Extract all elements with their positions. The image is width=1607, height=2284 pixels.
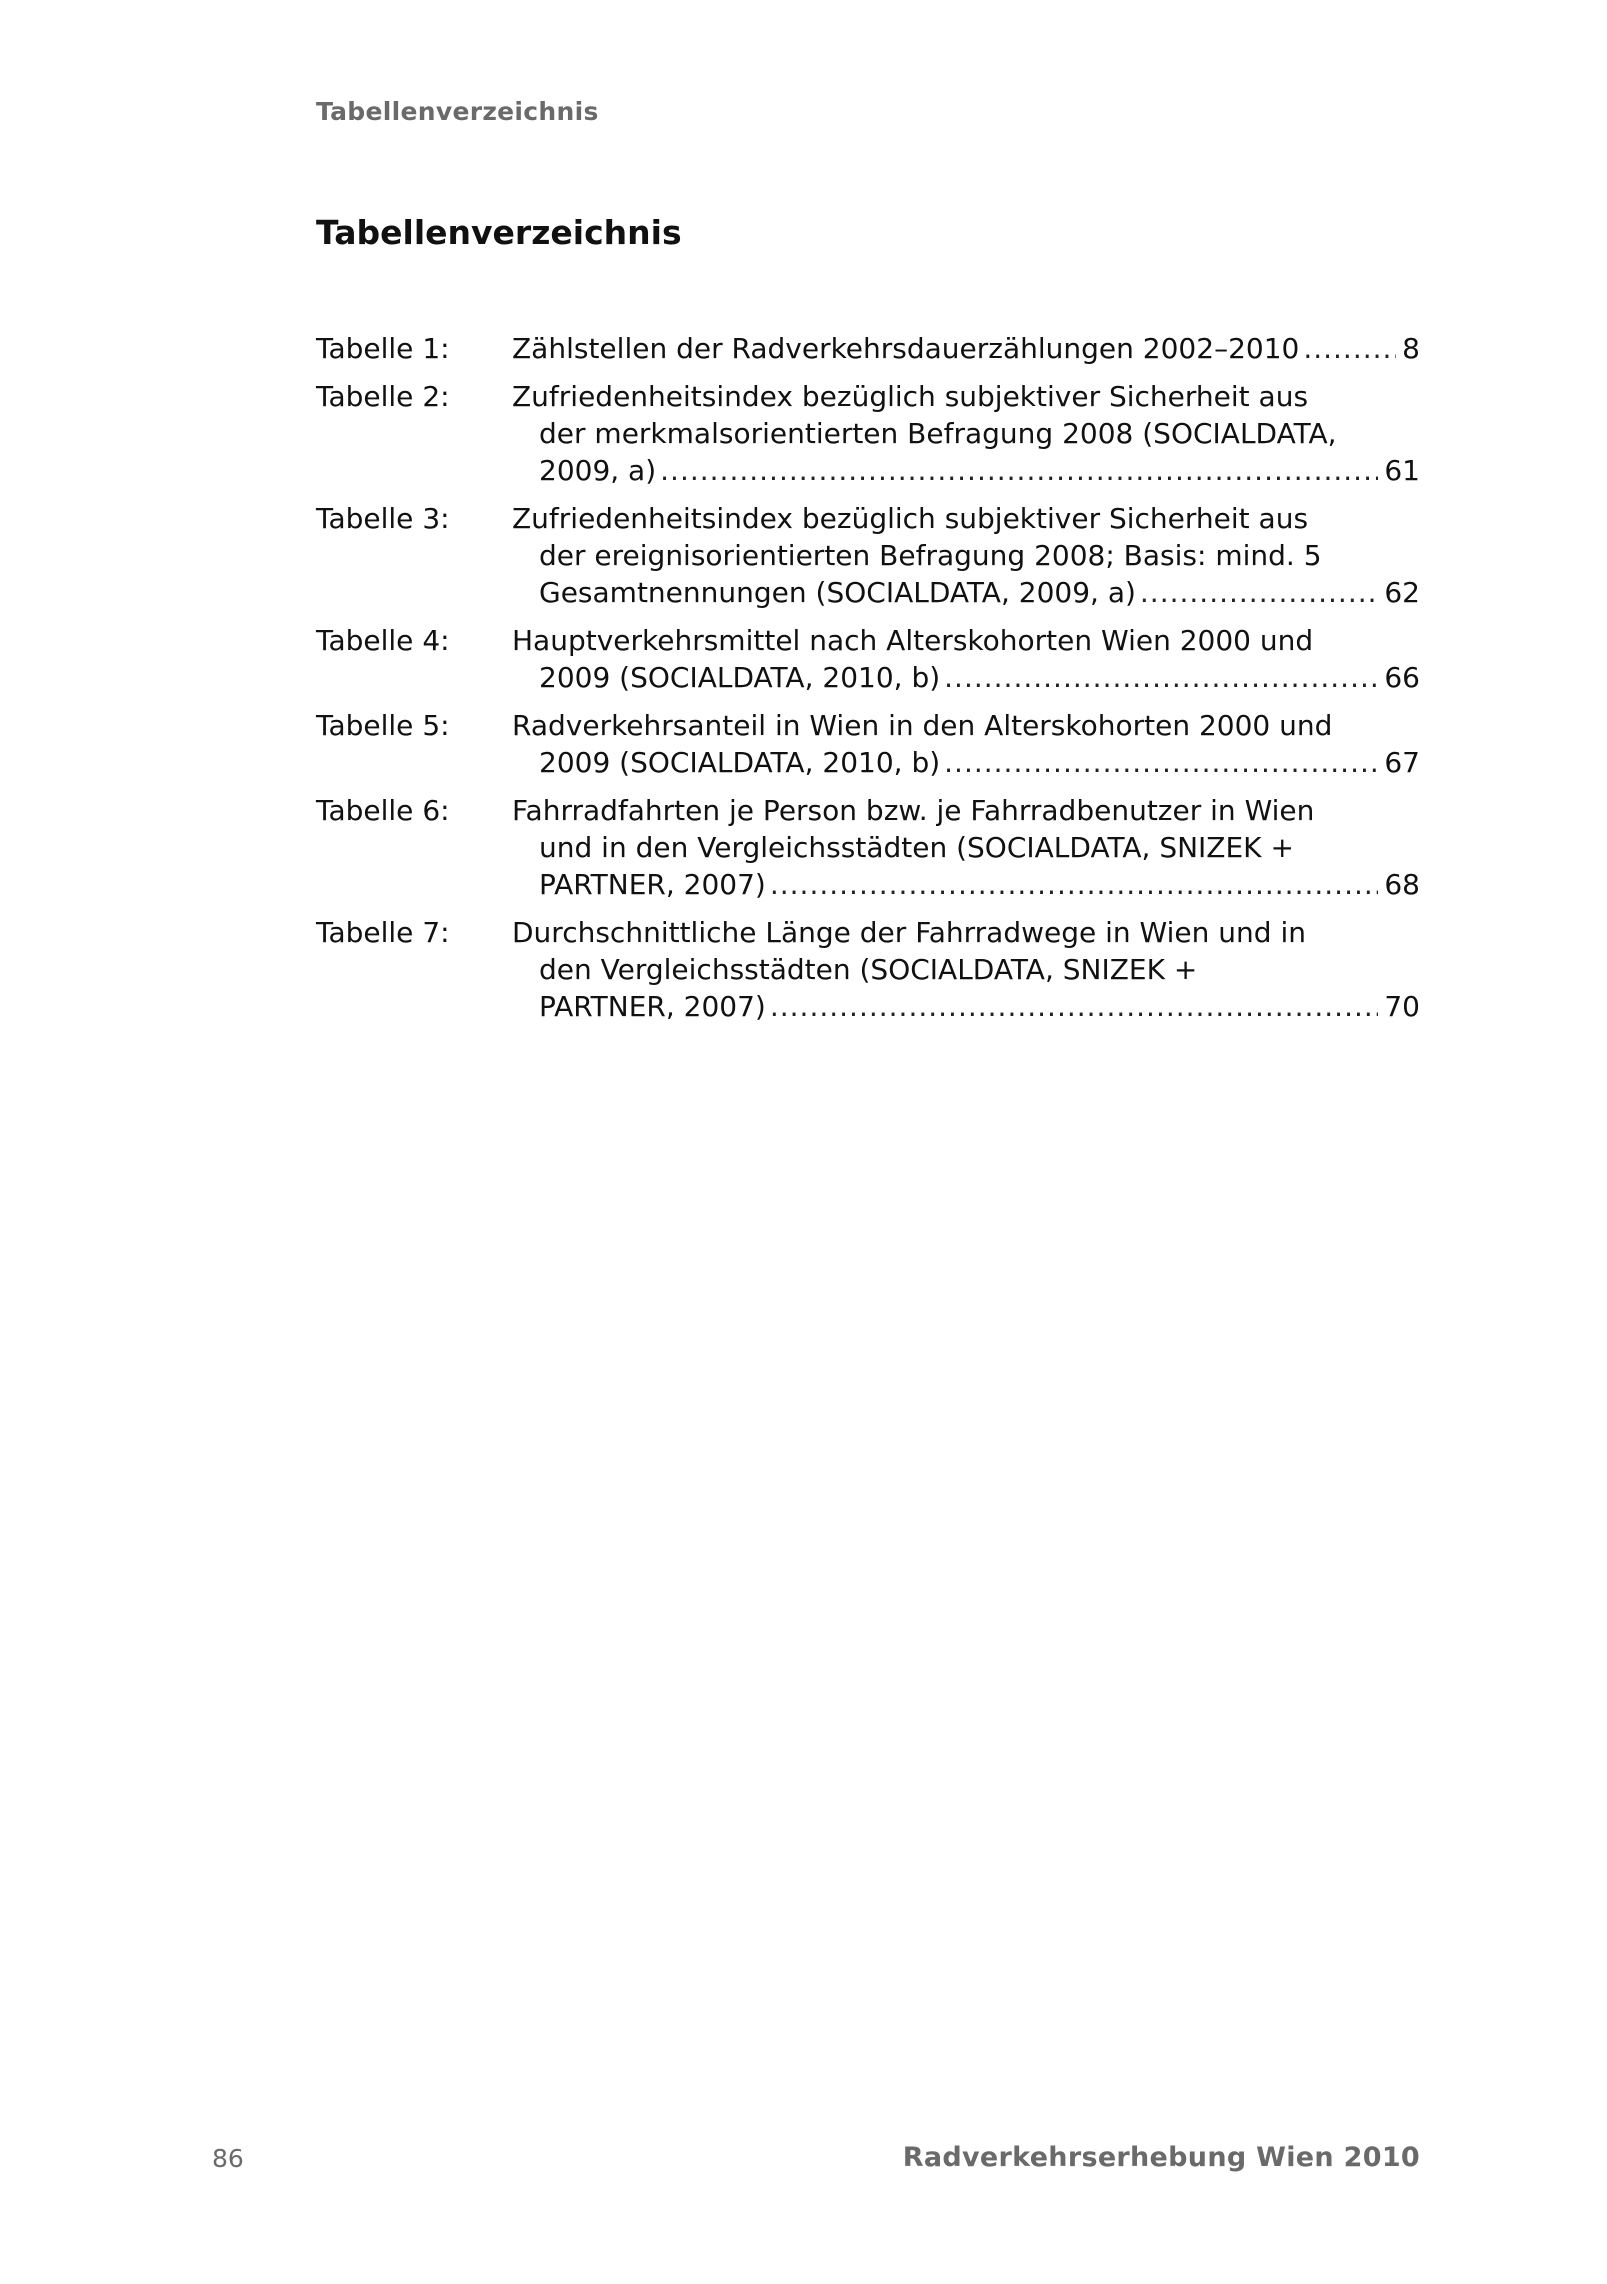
toc-entry-title-line: der ereignisorientierten Befragung 2008; Basis: mind. 5 [539, 539, 1322, 572]
toc-entry-title [512, 378, 1420, 489]
toc-entry-title-line: der merkmalsorientierten Befragung 2008 (SOCIALDATA, [539, 417, 1337, 450]
dot-leader [940, 659, 1378, 696]
toc-entry-title-line: PARTNER, 2007) [539, 868, 766, 901]
toc-entry-title-line: Zufriedenheitsindex bezüglich subjektiver Sicherheit aus [512, 502, 1309, 535]
running-header: Tabellenverzeichnis [316, 97, 599, 126]
dot-leader [656, 452, 1378, 489]
toc-entry-label: Tabelle 3: [316, 502, 450, 535]
toc-entry-title [512, 500, 1420, 611]
toc-entry-label: Tabelle 5: [316, 709, 450, 742]
toc-entry-title-line: und in den Vergleichsstädten (SOCIALDATA, SNIZEK + [539, 831, 1294, 864]
page-title: Tabellenverzeichnis [316, 213, 682, 252]
toc-entry-page-number[interactable]: 70 [1384, 990, 1420, 1023]
dot-leader [940, 744, 1378, 781]
toc-entry-page-number[interactable]: 62 [1384, 576, 1420, 609]
toc-entry-title-line: PARTNER, 2007) [539, 990, 766, 1023]
toc-entry-title-line: Zufriedenheitsindex bezüglich subjektiver Sicherheit aus [512, 380, 1309, 413]
toc-entry-title-line: Durchschnittliche Länge der Fahrradwege in Wien und in [512, 916, 1306, 949]
toc-entry-page-number[interactable]: 66 [1384, 661, 1420, 694]
dot-leader [1299, 330, 1396, 367]
toc-entry-page-number[interactable]: 68 [1384, 868, 1420, 901]
toc-entry-title [512, 707, 1420, 781]
toc-entry[interactable] [316, 330, 1420, 367]
toc-entry-title-line: Hauptverkehrsmittel nach Alterskohorten Wien 2000 und [512, 624, 1314, 657]
toc-entry-label: Tabelle 6: [316, 794, 450, 827]
toc-entry[interactable] [316, 914, 1420, 1025]
toc-entry-title-line: Zählstellen der Radverkehrsdauerzählungen 2002–2010 [512, 332, 1300, 365]
toc-entry-label: Tabelle 4: [316, 624, 450, 657]
dot-leader [1136, 574, 1378, 611]
toc-entry-title-line: Fahrradfahrten je Person bzw. je Fahrradbenutzer in Wien [512, 794, 1315, 827]
footer-document-title: Radverkehrserhebung Wien 2010 [902, 2142, 1420, 2173]
table-of-tables [316, 330, 1420, 1036]
toc-entry[interactable] [316, 792, 1420, 903]
toc-entry[interactable] [316, 622, 1420, 696]
toc-entry[interactable] [316, 707, 1420, 781]
dot-leader [766, 866, 1379, 903]
toc-entry-title-line: den Vergleichsstädten (SOCIALDATA, SNIZEK + [539, 953, 1198, 986]
toc-entry-title-line: Gesamtnennungen (SOCIALDATA, 2009, a) [539, 576, 1136, 609]
toc-entry-title [512, 792, 1420, 903]
toc-entry[interactable] [316, 378, 1420, 489]
toc-entry-title-line: 2009 (SOCIALDATA, 2010, b) [539, 746, 941, 779]
toc-entry-label: Tabelle 7: [316, 916, 450, 949]
toc-entry[interactable] [316, 500, 1420, 611]
toc-entry-page-number[interactable]: 8 [1402, 332, 1420, 365]
toc-entry-title [512, 330, 1420, 367]
toc-entry-label: Tabelle 1: [316, 332, 450, 365]
toc-entry-title-line: 2009 (SOCIALDATA, 2010, b) [539, 661, 941, 694]
toc-entry-page-number[interactable]: 67 [1384, 746, 1420, 779]
toc-entry-title-line: 2009, a) [539, 454, 657, 487]
toc-entry-title [512, 622, 1420, 696]
footer-page-number: 86 [212, 2144, 244, 2173]
toc-entry-label: Tabelle 2: [316, 380, 450, 413]
toc-entry-title [512, 914, 1420, 1025]
toc-entry-page-number[interactable]: 61 [1384, 454, 1420, 487]
toc-entry-title-line: Radverkehrsanteil in Wien in den Alterskohorten 2000 und [512, 709, 1333, 742]
dot-leader [766, 988, 1379, 1025]
